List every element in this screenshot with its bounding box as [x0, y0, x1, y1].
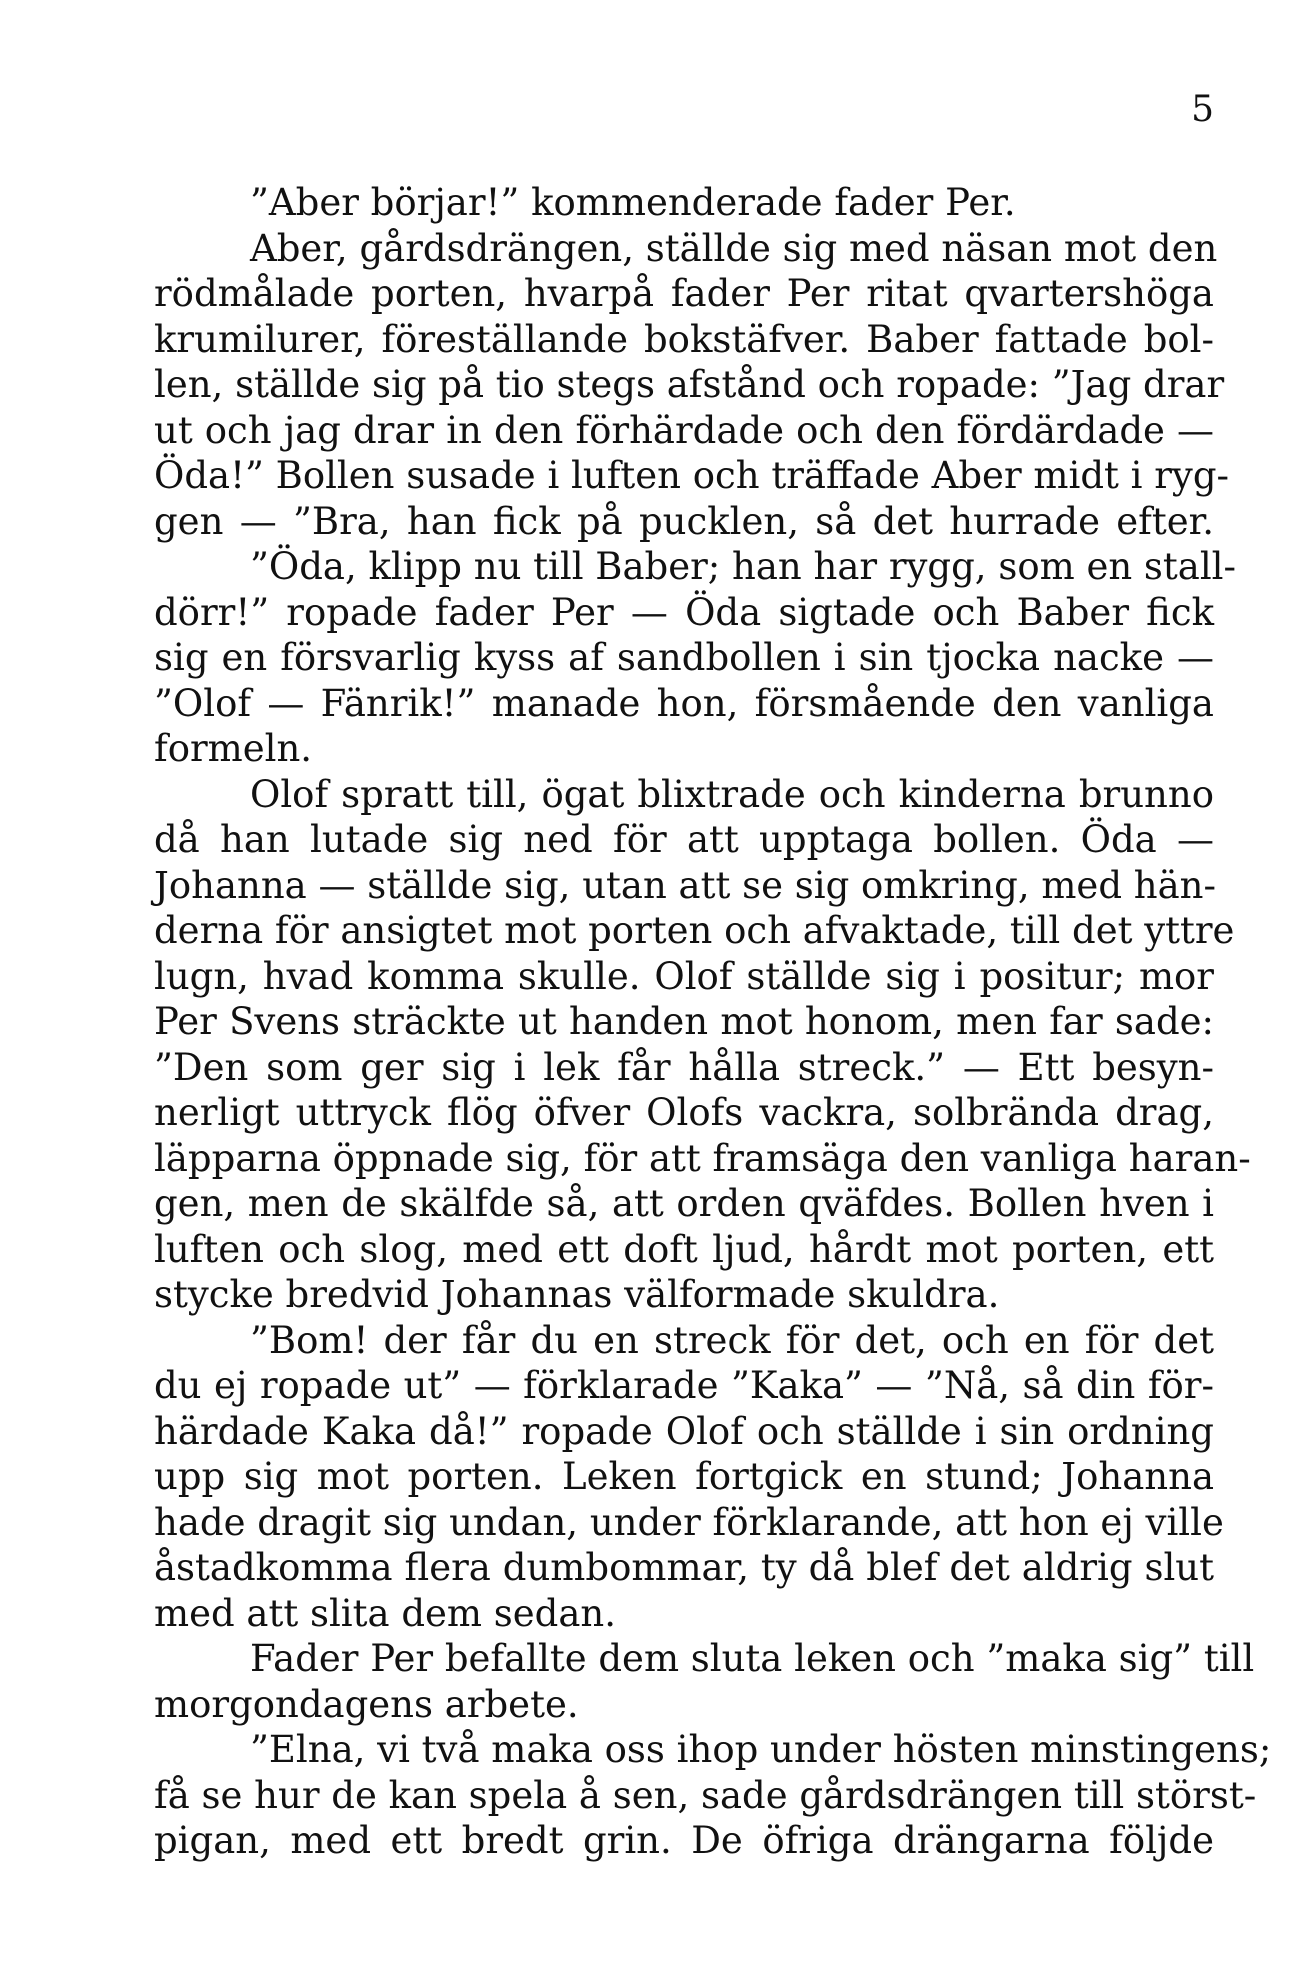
- text-line: krumilurer, föreställande bokstäfver. Baber fattade bol-: [154, 317, 1214, 361]
- page-text: [154, 180, 1272, 1864]
- text-line: ”Öda, klipp nu till Baber; han har rygg, som en stall-: [250, 545, 1237, 588]
- text-line: då han lutade sig ned för att upptaga bollen. Öda —: [154, 818, 1214, 861]
- text-line: formeln.: [154, 727, 313, 770]
- text-line: lugn, hvad komma skulle. Olof ställde sig i positur; mor: [154, 954, 1214, 998]
- text-line: Öda!” Bollen susade i luften och träffade Aber midt i ryg-: [154, 454, 1230, 497]
- text-line: Per Svens sträckte ut handen mot honom, men far sade:: [154, 1000, 1214, 1043]
- text-line: luften och slog, med ett doft ljud, hårdt mot porten, ett: [154, 1227, 1214, 1271]
- text-line: sig en försvarlig kyss af sandbollen i sin tjocka nacke —: [154, 636, 1214, 679]
- text-line: morgondagens arbete.: [154, 1682, 579, 1726]
- text-line: Johanna — ställde sig, utan att se sig omkring, med hän-: [154, 863, 1216, 907]
- text-line: ”Elna, vi två maka oss ihop under hösten minstingens;: [250, 1728, 1272, 1771]
- text-line: ut och jag drar in den förhärdade och den fördärdade —: [154, 408, 1214, 452]
- text-line: gen, men de skälfde så, att orden qväfdes. Bollen hven i: [154, 1182, 1214, 1225]
- text-line: upp sig mot porten. Leken fortgick en stund; Johanna: [154, 1455, 1214, 1498]
- text-line: med att slita dem sedan.: [154, 1591, 616, 1635]
- text-line: få se hur de kan spela å sen, sade gårdsdrängen till störst-: [154, 1773, 1257, 1817]
- text-line: stycke bredvid Johannas välformade skuldra.: [154, 1273, 1000, 1316]
- text-line: gen — ”Bra, han fick på pucklen, så det hurrade efter.: [154, 499, 1214, 543]
- text-line: härdade Kaka då!” ropade Olof och ställde i sin ordning: [154, 1409, 1214, 1453]
- text-line: ”Den som ger sig i lek får hålla streck.” — Ett besyn-: [154, 1045, 1214, 1089]
- text-line: du ej ropade ut” — förklarade ”Kaka” — ”Nå, så din för-: [154, 1364, 1214, 1407]
- page-number: 5: [1191, 89, 1214, 130]
- text-line: åstadkomma flera dumbommar, ty då blef det aldrig slut: [154, 1546, 1214, 1589]
- text-line: rödmålade porten, hvarpå fader Per ritat qvartershöga: [154, 272, 1214, 315]
- text-line: nerligt uttryck flög öfver Olofs vackra, solbrända drag,: [154, 1091, 1214, 1134]
- text-line: ”Olof — Fänrik!” manade hon, försmående den vanliga: [154, 681, 1214, 725]
- text-line: ”Bom! der får du en streck för det, och en för det: [250, 1318, 1214, 1362]
- text-line: dörr!” ropade fader Per — Öda sigtade och Baber fick: [154, 590, 1214, 634]
- text-line: derna för ansigtet mot porten och afvaktade, till det yttre: [154, 909, 1235, 952]
- text-line: hade dragit sig undan, under förklarande, att hon ej ville: [154, 1500, 1224, 1544]
- text-line: Fader Per befallte dem sluta leken och ”maka sig” till: [250, 1637, 1255, 1680]
- text-line: läpparna öppnade sig, för att framsäga den vanliga haran-: [154, 1136, 1251, 1180]
- text-line: Aber, gårdsdrängen, ställde sig med näsan mot den: [250, 226, 1218, 270]
- text-line: ”Aber börjar!” kommenderade fader Per.: [250, 181, 1016, 224]
- text-line: pigan, med ett bredt grin. De öfriga drängarna följde: [154, 1819, 1214, 1862]
- text-line: len, ställde sig på tio stegs afstånd och ropade: ”Jag drar: [154, 363, 1225, 406]
- text-line: Olof spratt till, ögat blixtrade och kinderna brunno: [250, 772, 1214, 816]
